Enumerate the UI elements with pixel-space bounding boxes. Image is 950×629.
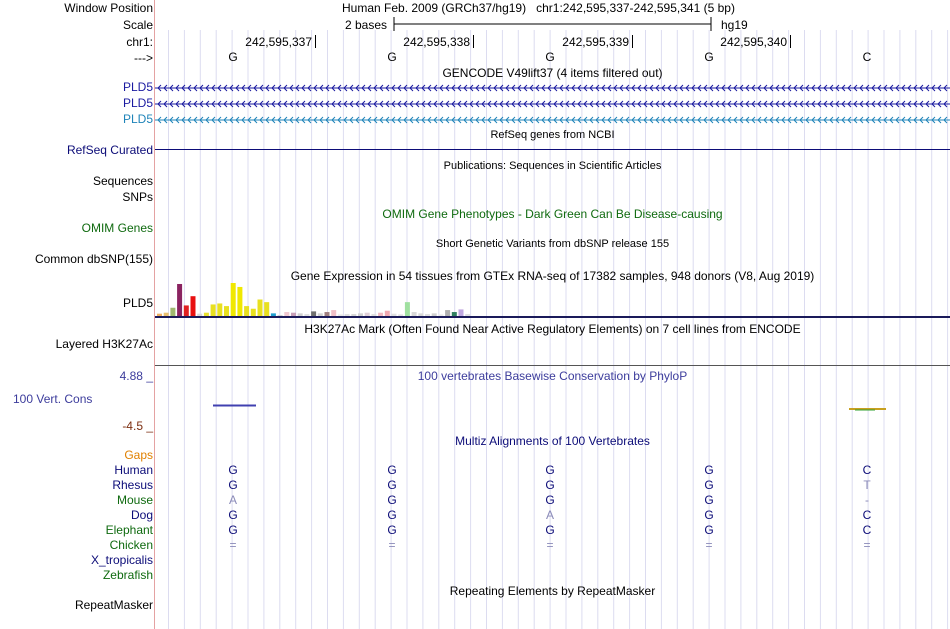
gtex-tissue-bar xyxy=(371,314,376,316)
gtex-tissue-bar xyxy=(284,312,289,316)
species-label: Dog xyxy=(130,508,153,522)
gtex-tissue-bar xyxy=(298,313,303,316)
refseq-track-title[interactable]: RefSeq genes from NCBI xyxy=(490,129,615,141)
ruler-position: 242,595,338 xyxy=(403,35,470,49)
reference-base: G xyxy=(545,50,555,64)
phylop-signal[interactable] xyxy=(155,398,950,418)
alignment-base: G xyxy=(387,523,397,537)
gtex-tissue-bar xyxy=(271,313,276,316)
phylop-track-label[interactable]: 100 Vert. Cons xyxy=(13,392,93,406)
refseq-curated-label[interactable]: RefSeq Curated xyxy=(66,143,153,157)
species-label: Chicken xyxy=(109,538,153,552)
gtex-tissue-bar xyxy=(318,313,323,316)
repeatmasker-label[interactable]: RepeatMasker xyxy=(74,598,153,612)
alignment-base: G xyxy=(387,493,397,507)
gtex-tissue-bar xyxy=(398,314,403,316)
alignment-base: G xyxy=(228,478,238,492)
gaps-label: Gaps xyxy=(124,448,153,462)
reference-base: G xyxy=(387,50,397,64)
alignment-base: G xyxy=(704,493,714,507)
alignment-base: A xyxy=(228,493,237,507)
gtex-tissue-bar xyxy=(258,300,263,317)
alignment-base: = xyxy=(705,538,713,552)
alignment-base: G xyxy=(545,493,555,507)
alignment-base: G xyxy=(387,508,397,522)
ruler-tick xyxy=(315,35,316,48)
gencode-transcript-label[interactable]: PLD5 xyxy=(122,96,153,110)
alignment-base: G xyxy=(228,523,238,537)
window-position-label: Window Position xyxy=(64,1,153,15)
phylop-track-title[interactable]: 100 vertebrates Basewise Conservation by PhyloP xyxy=(417,369,688,383)
phylop-min-label: -4.5 _ xyxy=(122,419,153,433)
gencode-track[interactable] xyxy=(155,80,950,128)
gtex-tissue-bar xyxy=(237,287,242,316)
alignment-base: = xyxy=(388,538,396,552)
gtex-tissue-bar xyxy=(465,314,470,316)
alignment-base: - xyxy=(865,493,869,507)
alignment-base: G xyxy=(387,463,397,477)
alignment-base: = xyxy=(546,538,554,552)
ruler-position: 242,595,339 xyxy=(562,35,629,49)
assembly-title xyxy=(342,1,735,15)
species-label: Rhesus xyxy=(112,478,153,492)
chrom-label: chr1: xyxy=(126,35,153,49)
gtex-tissue-bar xyxy=(278,315,283,316)
gtex-tissue-bar xyxy=(338,314,343,316)
gtex-tissue-bar xyxy=(351,314,356,316)
assembly-name: Human Feb. 2009 (GRCh37/hg19) xyxy=(342,1,527,15)
scale-bar xyxy=(393,16,713,32)
alignment-base: = xyxy=(863,538,871,552)
gtex-track-title[interactable]: Gene Expression in 54 tissues from GTEx RNA-seq of 17382 samples, 948 donors (V8, Aug 2019) xyxy=(290,269,815,283)
gtex-gene-label[interactable]: PLD5 xyxy=(122,296,153,310)
alignment-base: G xyxy=(704,478,714,492)
alignment-base: G xyxy=(387,478,397,492)
gtex-tissue-bar xyxy=(157,314,162,316)
gencode-track-title[interactable]: GENCODE V49lift37 (4 items filtered out) xyxy=(442,66,663,80)
reference-base: C xyxy=(862,50,872,64)
gtex-tissue-bar xyxy=(365,313,370,316)
species-label: Elephant xyxy=(105,523,153,537)
sequences-label[interactable]: Sequences xyxy=(92,174,153,188)
gtex-tissue-bar xyxy=(412,312,417,316)
alignment-base: C xyxy=(862,508,872,522)
gtex-tissue-bar xyxy=(217,303,222,316)
gtex-tissue-bar xyxy=(378,313,383,316)
gtex-tissue-bar xyxy=(251,309,256,316)
alignment-base: C xyxy=(862,523,872,537)
gtex-tissue-bar xyxy=(311,311,316,316)
gtex-tissue-bar xyxy=(459,309,464,316)
ruler-tick xyxy=(632,35,633,48)
alignment-base: = xyxy=(229,538,237,552)
gtex-tissue-bar xyxy=(244,306,249,316)
gtex-tissue-bar xyxy=(358,313,363,316)
multiz-track-title[interactable]: Multiz Alignments of 100 Vertebrates xyxy=(455,434,650,448)
alignment-base: G xyxy=(545,523,555,537)
reference-base: G xyxy=(228,50,238,64)
dbsnp-track-title[interactable]: Short Genetic Variants from dbSNP release 155 xyxy=(435,238,670,250)
h3k27ac-baseline xyxy=(155,365,950,366)
gtex-tissue-bar xyxy=(191,296,196,316)
gtex-tissue-bar xyxy=(438,314,443,316)
gtex-tissue-bar xyxy=(164,313,169,316)
alignment-base: G xyxy=(704,463,714,477)
gtex-tissue-bar xyxy=(392,314,397,316)
omim-track-title[interactable]: OMIM Gene Phenotypes - Dark Green Can Be Disease-causing xyxy=(382,207,723,221)
gtex-tissue-bar xyxy=(197,314,202,316)
refseq-gene-line[interactable] xyxy=(155,149,950,150)
gtex-tissue-bar xyxy=(291,313,296,316)
gencode-transcript-label[interactable]: PLD5 xyxy=(122,112,153,126)
alignment-base: G xyxy=(704,523,714,537)
strand-label: ---> xyxy=(134,51,153,65)
ruler-position: 242,595,340 xyxy=(720,35,787,49)
species-label: Mouse xyxy=(116,493,153,507)
alignment-base: G xyxy=(228,463,238,477)
alignment-base: G xyxy=(704,508,714,522)
alignment-base: A xyxy=(545,508,554,522)
omim-genes-label[interactable]: OMIM Genes xyxy=(81,221,153,235)
snps-label[interactable]: SNPs xyxy=(122,190,153,204)
species-label: Human xyxy=(114,463,153,477)
repeatmasker-track-title[interactable]: Repeating Elements by RepeatMasker xyxy=(449,584,656,598)
scale-text: 2 bases xyxy=(345,18,388,32)
h3k27ac-track-title[interactable]: H3K27Ac Mark (Often Found Near Active Regulatory Elements) on 7 cell lines from ENCODE xyxy=(304,322,801,336)
alignment-base: T xyxy=(863,478,871,492)
gtex-tissue-bar xyxy=(405,302,410,316)
dbsnp-label[interactable]: Common dbSNP(155) xyxy=(34,252,153,266)
alignment-base: C xyxy=(862,463,872,477)
gtex-tissue-bar xyxy=(331,310,336,316)
gtex-tissue-bar xyxy=(231,283,236,316)
species-label: X_tropicalis xyxy=(90,553,153,567)
ruler-tick xyxy=(790,35,791,48)
gtex-tissue-bar xyxy=(418,313,423,316)
h3k27ac-label[interactable]: Layered H3K27Ac xyxy=(55,337,153,351)
gtex-tissue-bar xyxy=(304,314,309,316)
species-label: Zebrafish xyxy=(102,568,153,582)
position-range[interactable]: chr1:242,595,337-242,595,341 (5 bp) xyxy=(536,1,735,15)
alignment-base: G xyxy=(228,508,238,522)
alignment-base: G xyxy=(545,478,555,492)
gtex-tissue-bar xyxy=(445,310,450,316)
ruler-tick xyxy=(473,35,474,48)
gtex-bar-chart[interactable] xyxy=(155,283,950,319)
gtex-tissue-bar xyxy=(385,311,390,316)
reference-base: G xyxy=(704,50,714,64)
gtex-tissue-bar xyxy=(425,314,430,316)
alignment-base: G xyxy=(545,463,555,477)
gtex-tissue-bar xyxy=(345,314,350,316)
publications-track-title[interactable]: Publications: Sequences in Scientific Articles xyxy=(443,160,662,172)
gtex-tissue-bar xyxy=(432,313,437,316)
gtex-tissue-bar xyxy=(452,312,457,316)
scale-label: Scale xyxy=(122,18,153,32)
gtex-tissue-bar xyxy=(170,308,175,316)
gtex-tissue-bar xyxy=(177,284,182,316)
gencode-transcript-label[interactable]: PLD5 xyxy=(122,80,153,94)
gtex-tissue-bar xyxy=(184,305,189,316)
gtex-tissue-bar xyxy=(204,313,209,316)
gtex-tissue-bar xyxy=(325,312,330,316)
phylop-max-label: 4.88 _ xyxy=(119,369,153,383)
gtex-tissue-bar xyxy=(211,304,216,316)
gtex-tissue-bar xyxy=(264,302,269,316)
scale-db: hg19 xyxy=(721,18,748,32)
ruler-position: 242,595,337 xyxy=(245,35,312,49)
gtex-tissue-bar xyxy=(224,306,229,316)
